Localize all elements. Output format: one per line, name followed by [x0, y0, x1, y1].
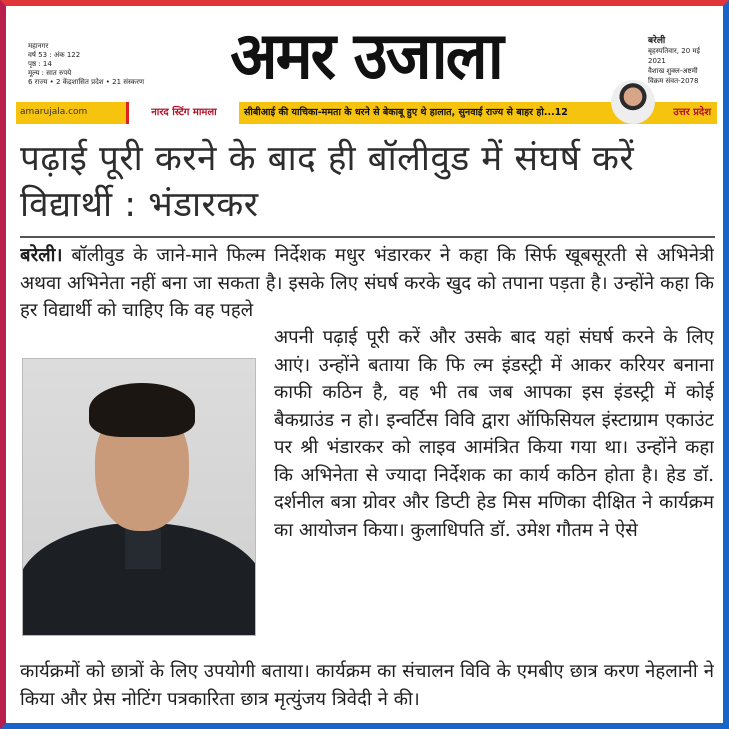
teaser-photo: [611, 80, 655, 124]
ribbon-teaser: सीबीआई की याचिका-ममता के धरने से बेकाबू हुए थे हालात, सुनवाई राज्य से बाहर हो...12: [244, 107, 568, 118]
article-paragraph-middle: अपनी पढ़ाई पूरी करें और उसके बाद यहां संघर्ष करने के लिए आएं। उन्होंने बताया कि फि ल्म इंडस्ट्री में आकर करियर बनाना काफी कठिन है, वह भी तब जब आपका इस इंडस्ट्री में कोई बैकग्राउंड न हो। इन्वर्टिस विवि द्वारा ऑफिसियल इंस्टाग्राम एकाउंट पर श्री भंडारकर को लाइव आमंत्रित किया गया था। उन्होंने कहा कि अभिनेता से ज्यादा निर्देशक का कार्य कठिन होता है। हेड डॉ. दर्शनील बत्रा ग्रोवर और डिप्टी हेड मिस मणिका दीक्षित ने कार्यक्रम का आयोजन किया। कुलाधिपति डॉ. उमेश गौतम ने ऐसे: [274, 327, 714, 541]
divider: [20, 236, 715, 238]
date: बृहस्पतिवार, 20 मई 2021: [648, 47, 700, 65]
site-url: amarujala.com: [20, 107, 88, 117]
photo-collar: [125, 529, 161, 569]
ribbon-kicker: नारद स्टिंग मामला: [126, 102, 239, 124]
masthead: [16, 12, 717, 102]
portrait-photo: [22, 358, 256, 636]
city: बरेली: [648, 36, 666, 46]
article-paragraph-bottom: कार्यक्रमों को छात्रों के लिए उपयोगी बताया। कार्यक्रम का संचालन विवि के एमबीए छात्र करण नेहलानी ने किया और प्रेस नोटिंग पत्रकारिता छात्र मृत्युंजय त्रिवेदी ने की।: [20, 661, 714, 710]
article-headline: पढ़ाई पूरी करने के बाद ही बॉलीवुड में संघर्ष करें विद्यार्थी : भंडारकर: [20, 139, 635, 225]
newspaper-logo: अमर उजाला: [230, 17, 502, 94]
article-paragraph-top: बरेली। बॉलीवुड के जाने-माने फिल्म निर्देशक मधुर भंडारकर ने कहा कि सिर्फ खूबसूरती से अभिनेत्री अथवा अभिनेता नहीं बना जा सकता है। इसके लिए संघर्ष करके खुद को तपाना पड़ता है। उन्होंने कहा कि हर विद्यार्थी को चाहिए कि वह पहले: [20, 245, 714, 321]
dateline: बरेली।: [20, 245, 63, 266]
state-label: उत्तर प्रदेश: [673, 107, 711, 118]
news-ribbon: [16, 102, 717, 124]
edition-meta: महानगर वर्ष 53 : अंक 122 पृष्ठ : 14 मूल्य : सात रुपये 6 राज्य • 2 केंद्रशासित प्रदेश • 21 संस्करण: [28, 42, 145, 86]
date-meta: बरेली बृहस्पतिवार, 20 मई 2021 वैशाख शुक्ल-अष्टमी विक्रम संवत-2078: [648, 36, 717, 86]
photo-hair: [89, 383, 195, 437]
